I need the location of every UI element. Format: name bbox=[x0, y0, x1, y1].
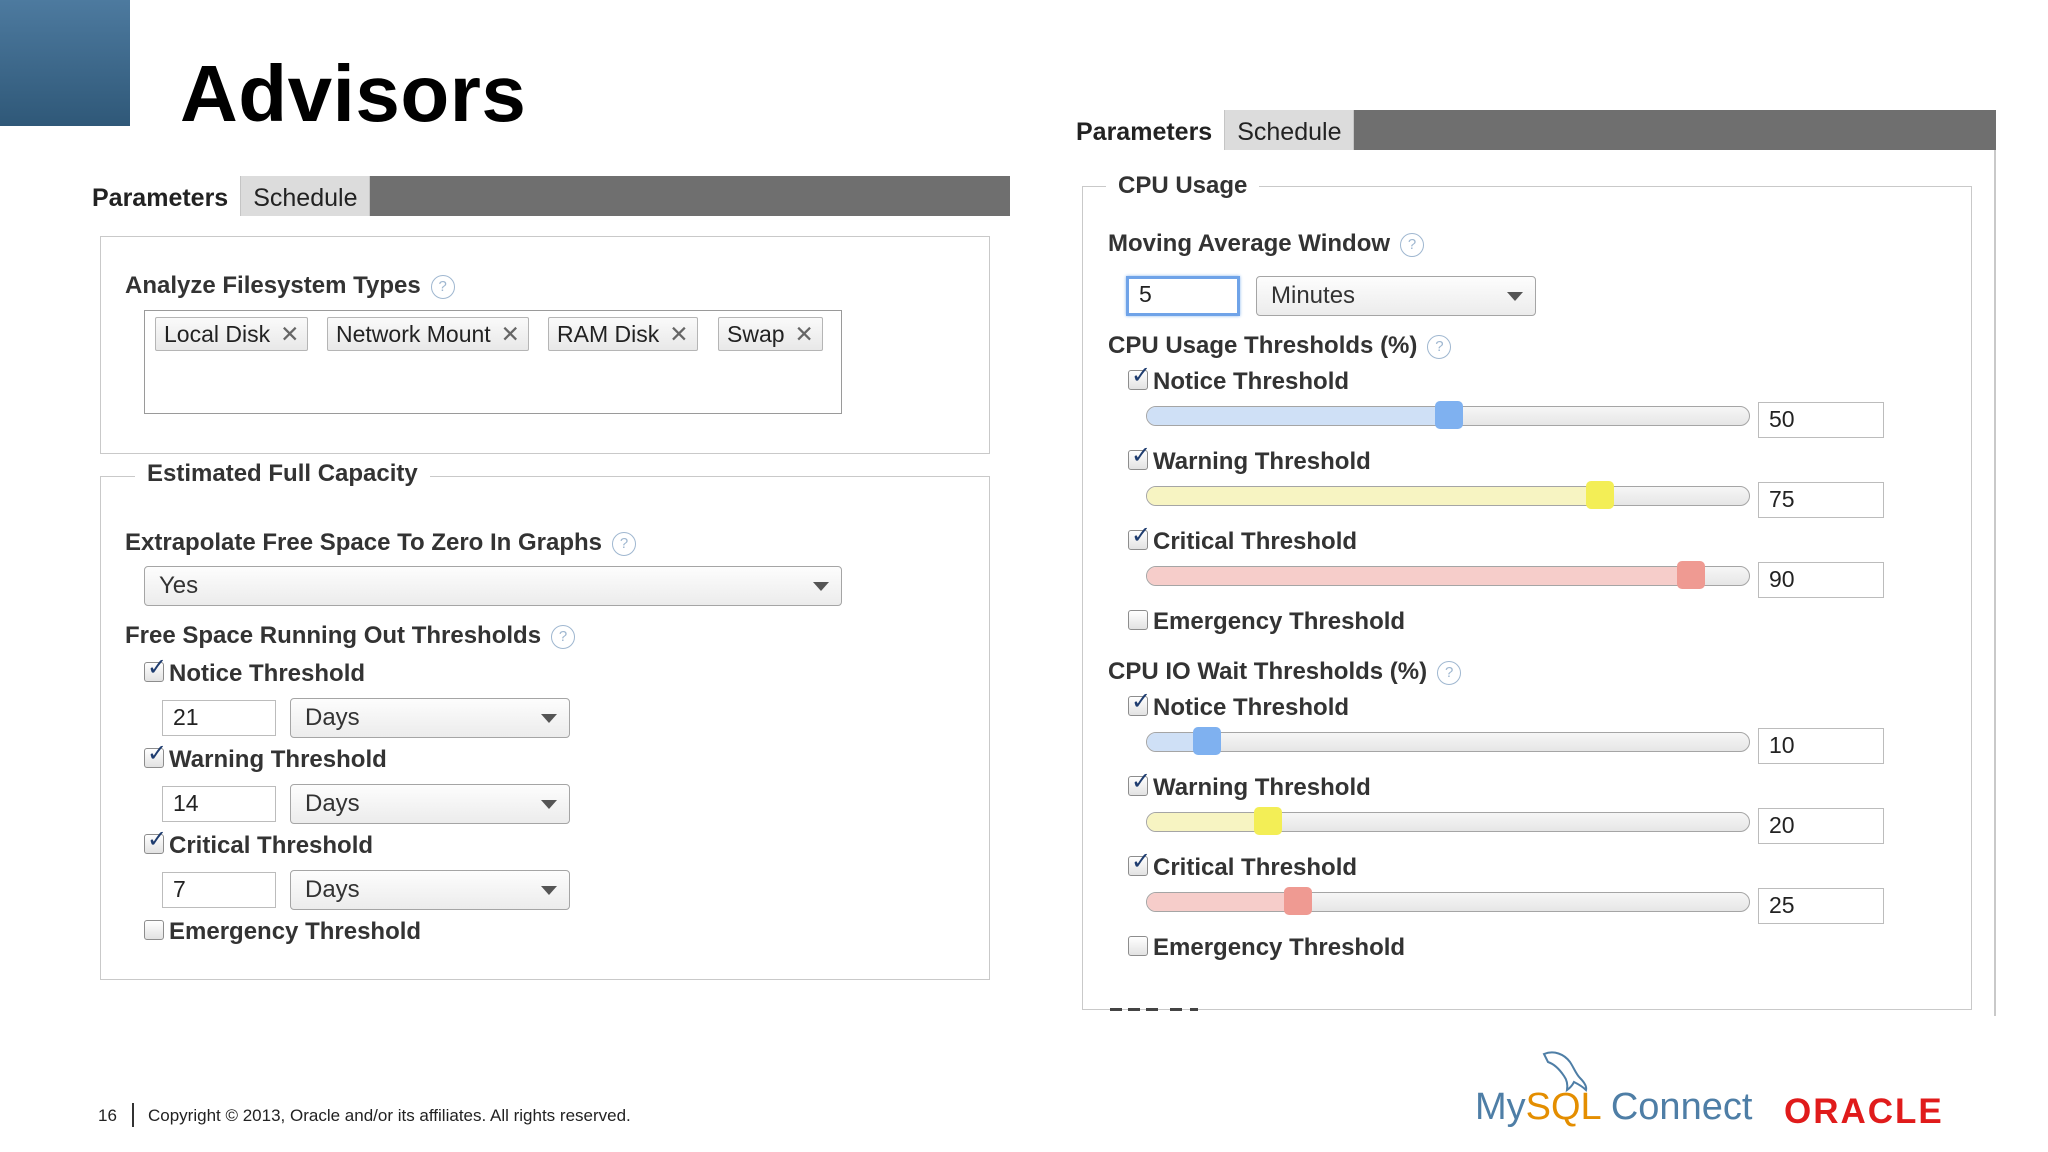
left-tabbar bbox=[80, 176, 370, 216]
slider-fill bbox=[1147, 893, 1298, 911]
checkbox-label: Critical Threshold bbox=[1153, 528, 1358, 555]
chevron-down-icon bbox=[541, 800, 557, 809]
remove-tag-icon[interactable]: ✕ bbox=[669, 321, 689, 347]
checkbox-icon bbox=[144, 739, 168, 768]
help-icon[interactable]: ? bbox=[1427, 335, 1451, 359]
remove-tag-icon[interactable]: ✕ bbox=[280, 321, 300, 347]
checkbox-icon bbox=[1128, 767, 1152, 796]
filesystem-types-input[interactable] bbox=[144, 310, 842, 414]
checkmark-icon: ✓ bbox=[1131, 847, 1152, 875]
tag-swap bbox=[718, 317, 823, 351]
clipped-next-legend bbox=[1110, 1008, 1240, 1016]
chevron-down-icon bbox=[813, 582, 829, 591]
checkbox-icon bbox=[1128, 610, 1148, 630]
slider-thumb[interactable] bbox=[1586, 481, 1614, 509]
tag-label: Swap bbox=[727, 321, 785, 347]
threshold-slider[interactable] bbox=[1146, 892, 1750, 912]
checkbox-label: Emergency Threshold bbox=[169, 918, 422, 945]
unit-value: Minutes bbox=[1271, 282, 1356, 309]
warning-threshold-checkbox[interactable] bbox=[1128, 767, 1371, 802]
slider-thumb[interactable] bbox=[1254, 807, 1282, 835]
checkmark-icon: ✓ bbox=[1131, 521, 1152, 549]
slider-thumb[interactable] bbox=[1435, 401, 1463, 429]
warning-threshold-checkbox[interactable] bbox=[144, 739, 387, 774]
panel-edge bbox=[1994, 150, 1996, 1016]
corner-accent bbox=[0, 0, 130, 126]
tag-network-mount bbox=[327, 317, 529, 351]
emergency-threshold-checkbox[interactable] bbox=[144, 918, 421, 946]
checkbox-icon bbox=[1128, 936, 1148, 956]
tag-local-disk bbox=[155, 317, 308, 351]
help-icon[interactable]: ? bbox=[551, 625, 575, 649]
help-icon[interactable]: ? bbox=[431, 275, 455, 299]
checkbox-icon bbox=[1128, 361, 1152, 390]
warning-days-input[interactable]: 14 bbox=[162, 786, 276, 822]
tab-parameters[interactable]: Parameters bbox=[92, 184, 229, 212]
critical-unit-select[interactable] bbox=[290, 870, 570, 910]
cpu-usage-thresholds-text: CPU Usage Thresholds (%) bbox=[1108, 332, 1418, 359]
extrapolate-label bbox=[125, 529, 636, 557]
checkbox-label: Notice Threshold bbox=[1153, 368, 1350, 395]
threshold-slider[interactable] bbox=[1146, 566, 1750, 586]
unit-value: Days bbox=[305, 876, 360, 903]
checkbox-label: Warning Threshold bbox=[169, 746, 387, 773]
threshold-value-input[interactable]: 10 bbox=[1758, 728, 1884, 764]
checkbox-label: Warning Threshold bbox=[1153, 774, 1371, 801]
threshold-value-input[interactable]: 50 bbox=[1758, 402, 1884, 438]
checkmark-icon: ✓ bbox=[1131, 361, 1152, 389]
logo-text: SQL bbox=[1525, 1086, 1601, 1128]
checkbox-label: Emergency Threshold bbox=[1153, 934, 1406, 961]
checkbox-icon bbox=[1128, 441, 1152, 470]
tag-label: Network Mount bbox=[336, 321, 491, 347]
checkmark-icon: ✓ bbox=[1131, 441, 1152, 469]
chevron-down-icon bbox=[541, 714, 557, 723]
help-icon[interactable]: ? bbox=[1437, 661, 1461, 685]
mysql-connect-logo bbox=[1475, 1086, 1752, 1129]
tab-schedule[interactable]: Schedule bbox=[1224, 110, 1354, 150]
io-wait-thresholds-text: CPU IO Wait Thresholds (%) bbox=[1108, 658, 1428, 685]
threshold-slider[interactable] bbox=[1146, 486, 1750, 506]
checkmark-icon: ✓ bbox=[147, 739, 168, 767]
chevron-down-icon bbox=[1507, 292, 1523, 301]
checkmark-icon: ✓ bbox=[147, 825, 168, 853]
remove-tag-icon[interactable]: ✕ bbox=[500, 321, 520, 347]
threshold-slider[interactable] bbox=[1146, 732, 1750, 752]
help-icon[interactable]: ? bbox=[612, 532, 636, 556]
checkbox-label: Warning Threshold bbox=[1153, 448, 1371, 475]
tabbar-fill bbox=[1346, 110, 1996, 150]
moving-average-unit-select[interactable] bbox=[1256, 276, 1536, 316]
free-space-thresholds-label bbox=[125, 622, 575, 650]
slider-fill bbox=[1147, 407, 1449, 425]
critical-threshold-checkbox[interactable] bbox=[144, 825, 374, 860]
footer-divider bbox=[132, 1103, 134, 1127]
tab-schedule[interactable]: Schedule bbox=[240, 176, 370, 216]
moving-average-text: Moving Average Window bbox=[1108, 230, 1391, 257]
checkbox-label: Critical Threshold bbox=[1153, 854, 1358, 881]
checkmark-icon: ✓ bbox=[1131, 687, 1152, 715]
tag-label: RAM Disk bbox=[557, 321, 660, 347]
slider-fill bbox=[1147, 567, 1691, 585]
estimated-capacity-legend: Estimated Full Capacity bbox=[135, 460, 430, 488]
warning-unit-select[interactable] bbox=[290, 784, 570, 824]
tag-label: Local Disk bbox=[164, 321, 271, 347]
critical-days-input[interactable]: 7 bbox=[162, 872, 276, 908]
checkmark-icon: ✓ bbox=[147, 653, 168, 681]
slider-thumb[interactable] bbox=[1193, 727, 1221, 755]
critical-threshold-checkbox[interactable] bbox=[1128, 521, 1358, 556]
checkbox-icon bbox=[1128, 521, 1152, 550]
threshold-value-input[interactable]: 75 bbox=[1758, 482, 1884, 518]
unit-value: Days bbox=[305, 704, 360, 731]
checkbox-label: Emergency Threshold bbox=[1153, 608, 1406, 635]
left-advisor-panel bbox=[80, 176, 1010, 996]
tab-parameters[interactable]: Parameters bbox=[1076, 118, 1213, 146]
slider-thumb[interactable] bbox=[1677, 561, 1705, 589]
slider-thumb[interactable] bbox=[1284, 887, 1312, 915]
io-wait-thresholds-label bbox=[1108, 658, 1461, 686]
notice-threshold-checkbox[interactable] bbox=[1128, 361, 1350, 396]
threshold-slider[interactable] bbox=[1146, 406, 1750, 426]
checkbox-icon bbox=[144, 653, 168, 682]
filesystem-types-text: Analyze Filesystem Types bbox=[125, 272, 421, 299]
extrapolate-value: Yes bbox=[159, 572, 199, 599]
unit-value: Days bbox=[305, 790, 360, 817]
logo-text: My bbox=[1475, 1086, 1526, 1128]
warning-threshold-checkbox[interactable] bbox=[1128, 441, 1371, 476]
logo-text: Connect bbox=[1610, 1086, 1753, 1128]
chevron-down-icon bbox=[541, 886, 557, 895]
threshold-value-input[interactable]: 25 bbox=[1758, 888, 1884, 924]
right-tabbar bbox=[1070, 110, 1354, 150]
critical-threshold-checkbox[interactable] bbox=[1128, 847, 1358, 882]
checkbox-icon bbox=[144, 920, 164, 940]
slider-fill bbox=[1147, 487, 1600, 505]
right-advisor-panel bbox=[1070, 110, 1996, 1016]
moving-average-input[interactable]: 5 bbox=[1126, 276, 1240, 316]
copyright-text: Copyright © 2013, Oracle and/or its affiliates. All rights reserved. bbox=[148, 1106, 631, 1125]
checkbox-icon bbox=[1128, 847, 1152, 876]
slide-title: Advisors bbox=[180, 49, 527, 138]
emergency-threshold-checkbox[interactable] bbox=[1128, 934, 1405, 962]
checkbox-icon bbox=[144, 825, 168, 854]
checkbox-label: Notice Threshold bbox=[169, 660, 366, 687]
oracle-logo: ORACLE bbox=[1784, 1092, 1944, 1131]
help-icon[interactable]: ? bbox=[1400, 233, 1424, 257]
notice-unit-select[interactable] bbox=[290, 698, 570, 738]
extrapolate-text: Extrapolate Free Space To Zero In Graphs bbox=[125, 529, 603, 556]
page-number: 16 bbox=[98, 1106, 117, 1125]
extrapolate-select[interactable] bbox=[144, 566, 842, 606]
emergency-threshold-checkbox[interactable] bbox=[1128, 608, 1405, 636]
notice-threshold-checkbox[interactable] bbox=[144, 653, 366, 688]
filesystem-types-label bbox=[125, 272, 455, 300]
slider-fill bbox=[1147, 813, 1268, 831]
free-space-thresholds-text: Free Space Running Out Thresholds bbox=[125, 622, 542, 649]
checkbox-label: Critical Threshold bbox=[169, 832, 374, 859]
threshold-value-input[interactable]: 20 bbox=[1758, 808, 1884, 844]
threshold-value-input[interactable]: 90 bbox=[1758, 562, 1884, 598]
notice-days-input[interactable]: 21 bbox=[162, 700, 276, 736]
tabbar-fill bbox=[360, 176, 1010, 216]
checkbox-label: Notice Threshold bbox=[1153, 694, 1350, 721]
notice-threshold-checkbox[interactable] bbox=[1128, 687, 1350, 722]
checkbox-icon bbox=[1128, 687, 1152, 716]
remove-tag-icon[interactable]: ✕ bbox=[794, 321, 814, 347]
checkmark-icon: ✓ bbox=[1131, 767, 1152, 795]
moving-average-label bbox=[1108, 230, 1424, 258]
cpu-usage-legend: CPU Usage bbox=[1106, 172, 1259, 200]
cpu-usage-thresholds-label bbox=[1108, 332, 1451, 360]
threshold-slider[interactable] bbox=[1146, 812, 1750, 832]
tag-ram-disk bbox=[548, 317, 698, 351]
